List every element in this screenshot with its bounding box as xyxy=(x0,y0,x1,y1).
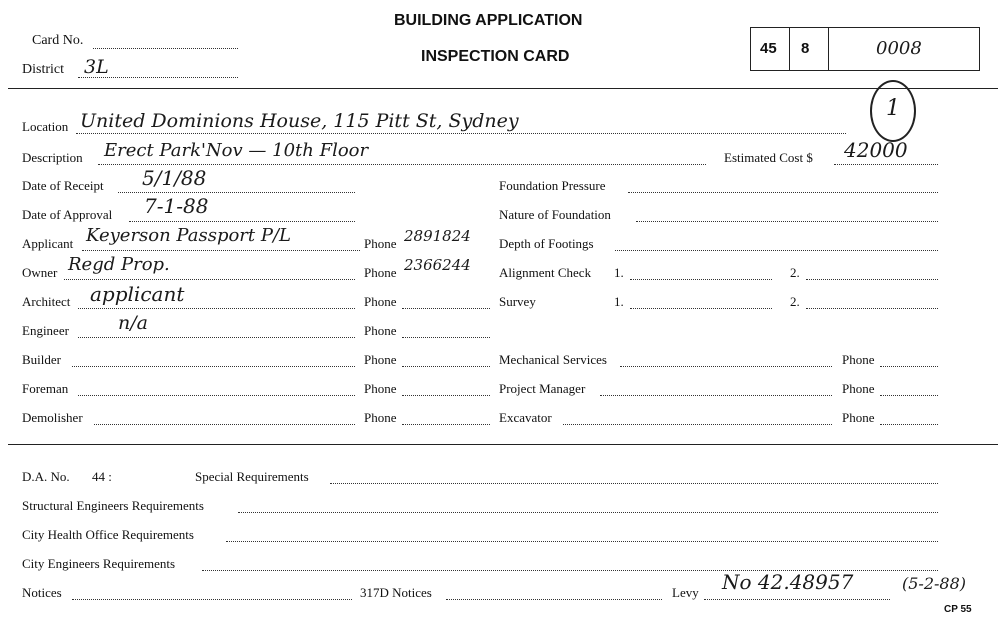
excavator-phone-label: Phone xyxy=(842,410,875,425)
box-divider-1 xyxy=(789,27,790,71)
engineer-phone-label: Phone xyxy=(364,323,397,338)
foreman-label: Foreman xyxy=(22,381,69,396)
special-requirements-line xyxy=(330,483,938,484)
card-no-line xyxy=(93,48,238,49)
architect-phone-line xyxy=(402,308,490,309)
foundation-pressure-label: Foundation Pressure xyxy=(499,178,606,193)
engineer-label: Engineer xyxy=(22,323,69,338)
excavator-label: Excavator xyxy=(499,410,552,425)
survey-2-line xyxy=(806,308,938,309)
project-manager-phone-label: Phone xyxy=(842,381,875,396)
survey-1-line xyxy=(630,308,772,309)
engineer-value: n/a xyxy=(118,312,148,334)
builder-phone-line xyxy=(402,366,490,367)
estimated-cost-label: Estimated Cost $ xyxy=(724,150,813,165)
date-approval-value: 7-1-88 xyxy=(144,194,209,218)
box-number-1: 45 xyxy=(760,40,777,57)
card-number-box xyxy=(750,27,980,71)
location-value: United Dominions House, 115 Pitt St, Sydney xyxy=(80,110,519,132)
survey-2-label: 2. xyxy=(790,294,800,309)
description-value: Erect Park'Nov — 10th Floor xyxy=(104,140,369,161)
mechanical-phone-line xyxy=(880,366,938,367)
estimated-cost-line xyxy=(834,164,938,165)
builder-line xyxy=(72,366,355,367)
applicant-value: Keyerson Passport P/L xyxy=(86,225,291,246)
survey-1-label: 1. xyxy=(614,294,624,309)
date-approval-line xyxy=(129,221,355,222)
box-number-3: 0008 xyxy=(876,38,922,59)
nature-foundation-label: Nature of Foundation xyxy=(499,207,611,222)
survey-label: Survey xyxy=(499,294,536,309)
box-number-2: 8 xyxy=(801,40,810,57)
date-receipt-value: 5/1/88 xyxy=(142,166,207,190)
title-line-2: INSPECTION CARD xyxy=(421,48,570,65)
district-label: District xyxy=(22,62,64,77)
box-divider-2 xyxy=(828,27,829,71)
levy-note: (5-2-88) xyxy=(902,574,967,593)
project-manager-label: Project Manager xyxy=(499,381,586,396)
mechanical-line xyxy=(620,366,832,367)
notices-label: Notices xyxy=(22,585,62,600)
circled-mark: 1 xyxy=(870,80,916,142)
alignment-check-1-line xyxy=(630,279,772,280)
description-label: Description xyxy=(22,150,83,165)
demolisher-line xyxy=(94,424,355,425)
applicant-line xyxy=(82,250,360,251)
project-manager-phone-line xyxy=(880,395,938,396)
location-line xyxy=(76,133,846,134)
notices-line xyxy=(72,599,352,600)
da-no-label: D.A. No. xyxy=(22,469,70,484)
notices-317d-line xyxy=(446,599,662,600)
card-no-label: Card No. xyxy=(32,33,84,48)
architect-value: applicant xyxy=(90,282,185,306)
applicant-phone-label: Phone xyxy=(364,236,397,251)
alignment-check-label: Alignment Check xyxy=(499,265,592,280)
date-receipt-line xyxy=(118,192,355,193)
applicant-phone-value: 2891824 xyxy=(404,227,471,245)
owner-value: Regd Prop. xyxy=(68,254,170,275)
alignment-check-1-label: 1. xyxy=(614,265,624,280)
mechanical-phone-label: Phone xyxy=(842,352,875,367)
excavator-phone-line xyxy=(880,424,938,425)
owner-label: Owner xyxy=(22,265,58,280)
health-requirements-line xyxy=(226,541,938,542)
notices-317d-label: 317D Notices xyxy=(360,585,432,600)
special-requirements-label: Special Requirements xyxy=(195,469,309,484)
levy-value: No 42.48957 xyxy=(722,570,854,594)
levy-line xyxy=(704,599,890,600)
header-divider xyxy=(8,88,998,89)
date-approval-label: Date of Approval xyxy=(22,207,113,222)
builder-phone-label: Phone xyxy=(364,352,397,367)
engineer-phone-line xyxy=(402,337,490,338)
architect-label: Architect xyxy=(22,294,71,309)
builder-label: Builder xyxy=(22,352,61,367)
applicant-label: Applicant xyxy=(22,236,74,251)
description-line xyxy=(98,164,706,165)
structural-requirements-label: Structural Engineers Requirements xyxy=(22,498,204,513)
health-requirements-label: City Health Office Requirements xyxy=(22,527,194,542)
demolisher-phone-line xyxy=(402,424,490,425)
alignment-check-2-line xyxy=(806,279,938,280)
date-receipt-label: Date of Receipt xyxy=(22,178,104,193)
foreman-phone-label: Phone xyxy=(364,381,397,396)
foreman-line xyxy=(78,395,355,396)
levy-label: Levy xyxy=(672,585,699,600)
da-no-value: 44 : xyxy=(92,469,112,484)
depth-footings-label: Depth of Footings xyxy=(499,236,594,251)
foundation-pressure-line xyxy=(628,192,938,193)
city-engineers-label: City Engineers Requirements xyxy=(22,556,176,571)
nature-foundation-line xyxy=(636,221,938,222)
owner-phone-label: Phone xyxy=(364,265,397,280)
structural-requirements-line xyxy=(238,512,938,513)
alignment-check-2-label: 2. xyxy=(790,265,800,280)
engineer-line xyxy=(78,337,355,338)
foreman-phone-line xyxy=(402,395,490,396)
title-line-1: BUILDING APPLICATION xyxy=(394,12,583,29)
architect-line xyxy=(78,308,355,309)
district-value: 3L xyxy=(84,56,109,78)
depth-footings-line xyxy=(615,250,938,251)
form-code: CP 55 xyxy=(944,604,972,615)
project-manager-line xyxy=(600,395,832,396)
demolisher-label: Demolisher xyxy=(22,410,83,425)
demolisher-phone-label: Phone xyxy=(364,410,397,425)
location-label: Location xyxy=(22,119,69,134)
estimated-cost-value: 42000 xyxy=(844,138,908,162)
mechanical-label: Mechanical Services xyxy=(499,352,607,367)
excavator-line xyxy=(563,424,832,425)
owner-line xyxy=(64,279,355,280)
architect-phone-label: Phone xyxy=(364,294,397,309)
requirements-divider xyxy=(8,444,998,445)
owner-phone-value: 2366244 xyxy=(404,256,471,274)
